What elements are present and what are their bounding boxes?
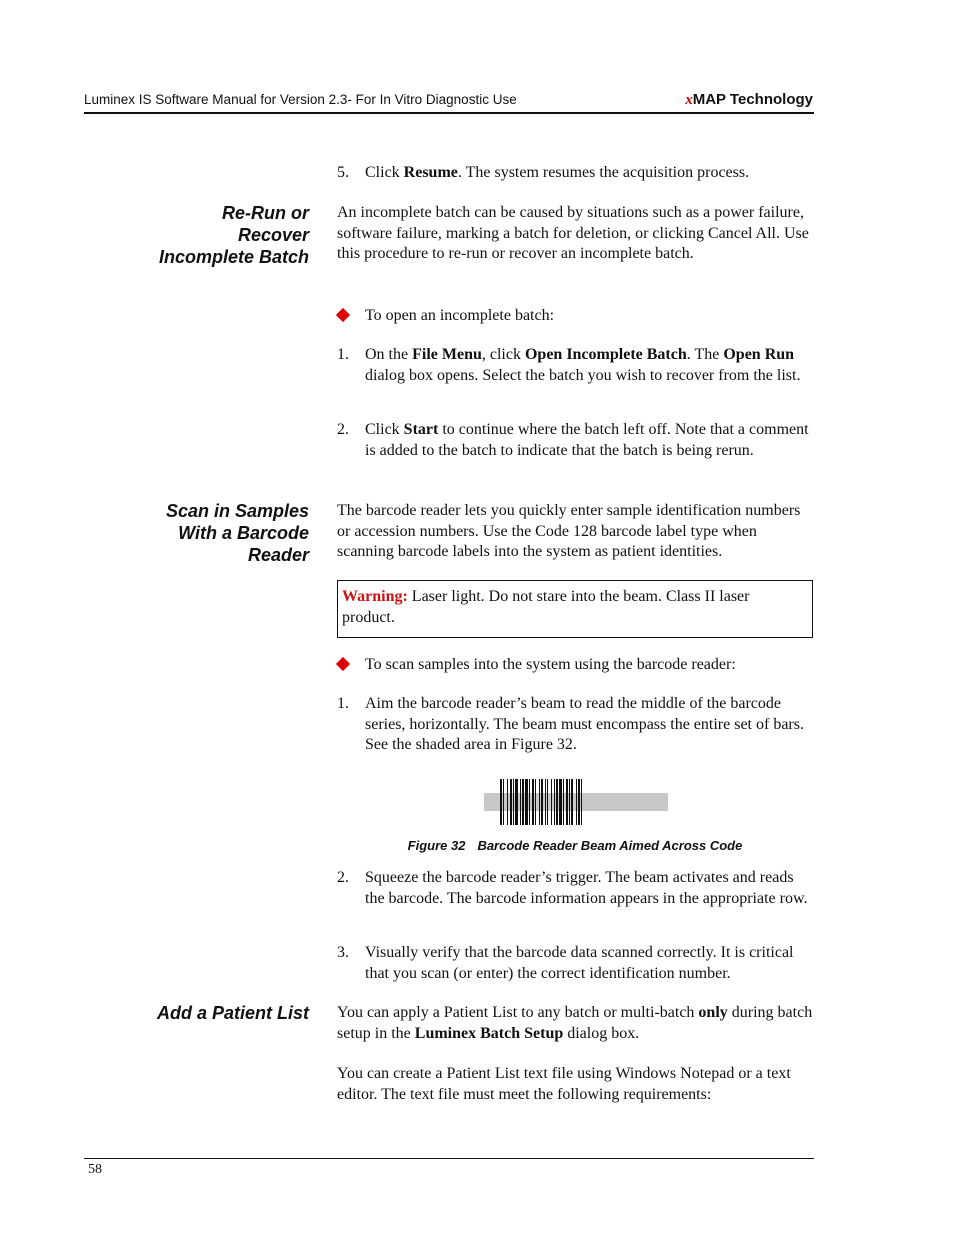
barcode-bar xyxy=(510,779,512,825)
patient-para-1: You can apply a Patient List to any batch or multi-batch only during batch setup in the Luminex Batch Setup dialog box. xyxy=(337,1004,813,1042)
barcode-bar xyxy=(507,779,508,825)
barcode-bar xyxy=(532,779,534,825)
barcode-bar xyxy=(566,779,568,825)
barcode-bar xyxy=(576,779,577,825)
scan-procedure-bullet: To scan samples into the system using the barcode reader: xyxy=(337,655,813,676)
warning-label: Warning: xyxy=(342,588,408,605)
figure-caption: Figure 32 Barcode Reader Beam Aimed Across Code xyxy=(407,838,743,853)
scan-step-3: 3. Visually verify that the barcode data scanned correctly. It is critical that you scan (or enter) the correct identification number. xyxy=(337,944,794,982)
barcode-bar xyxy=(535,779,536,825)
rerun-intro: An incomplete batch can be caused by situations such as a power failure, software failure, marking a batch for deletion, or clicking Cancel All. Use this procedure to re-run or recover an incomplete batch. xyxy=(337,204,809,262)
barcode-bar xyxy=(525,779,528,825)
barcode-bar xyxy=(571,779,573,825)
barcode-bar xyxy=(503,779,504,825)
barcode-bar xyxy=(581,779,582,825)
rerun-step-1: 1. On the File Menu, click Open Incomplete Batch. The Open Run dialog box opens. Select the batch you wish to recover from the list. xyxy=(337,346,801,384)
barcode-bar xyxy=(559,779,562,825)
rerun-step-2: 2. Click Start to continue where the batch left off. Note that a comment is added to the batch to indicate that the batch is being rerun. xyxy=(337,421,809,459)
scan-step-2: 2. Squeeze the barcode reader’s trigger. The beam activates and reads the barcode. The barcode information appears in the appropriate row. xyxy=(337,869,808,907)
heading-rerun-recover: Re-Run or Recover Incomplete Batch xyxy=(158,203,309,267)
barcode-bar xyxy=(500,779,502,825)
barcode-bar xyxy=(513,779,514,825)
red-diamond-icon xyxy=(336,657,350,671)
barcode-bar xyxy=(539,779,540,825)
barcode-bar xyxy=(541,779,543,825)
rerun-procedure-bullet: To open an incomplete batch: xyxy=(337,306,813,327)
heading-add-patient-list: Add a Patient List xyxy=(156,1003,309,1023)
warning-box xyxy=(337,580,813,638)
warning-text: Laser light. Do not stare into the beam. Class II laser product. xyxy=(342,588,750,626)
running-header-title: Luminex IS Software Manual for Version 2.3- For In Vitro Diagnostic Use xyxy=(84,92,517,107)
step-5: 5. Click Resume. The system resumes the acquisition process. xyxy=(337,164,750,181)
barcode-bar xyxy=(554,779,555,825)
footer-rule xyxy=(84,1158,814,1159)
barcode-bar xyxy=(545,779,546,825)
barcode-bar xyxy=(578,779,580,825)
barcode-bar xyxy=(569,779,570,825)
header-rule xyxy=(84,112,814,114)
barcode-image xyxy=(484,776,668,828)
scan-intro: The barcode reader lets you quickly enter sample identification numbers or accession numbers. Use the Code 128 barcode label type when scanning barcode labels into the system as patient identities. xyxy=(337,502,801,560)
red-diamond-icon xyxy=(336,308,350,322)
barcode-bar xyxy=(547,779,548,825)
barcode-bar xyxy=(529,779,530,825)
barcode-bar xyxy=(522,779,524,825)
barcode-bar xyxy=(520,779,521,825)
scan-step-1: 1. Aim the barcode reader’s beam to read the middle of the barcode series, horizontally. The beam must encompass the entire set of bars. See the shaded area in Figure 32. xyxy=(337,695,804,753)
barcode-bar xyxy=(563,779,564,825)
barcode-bar xyxy=(551,779,552,825)
brand-logo-text: xMAP Technology xyxy=(685,91,813,108)
page-number: 58 xyxy=(88,1162,102,1177)
patient-para-2: You can create a Patient List text file using Windows Notepad or a text editor. The text file must meet the following requirements: xyxy=(337,1065,791,1103)
barcode-bar xyxy=(515,779,518,825)
heading-scan-samples: Scan in Samples With a Barcode Reader xyxy=(165,501,309,565)
barcode-figure xyxy=(484,776,668,828)
barcode-bar xyxy=(556,779,558,825)
